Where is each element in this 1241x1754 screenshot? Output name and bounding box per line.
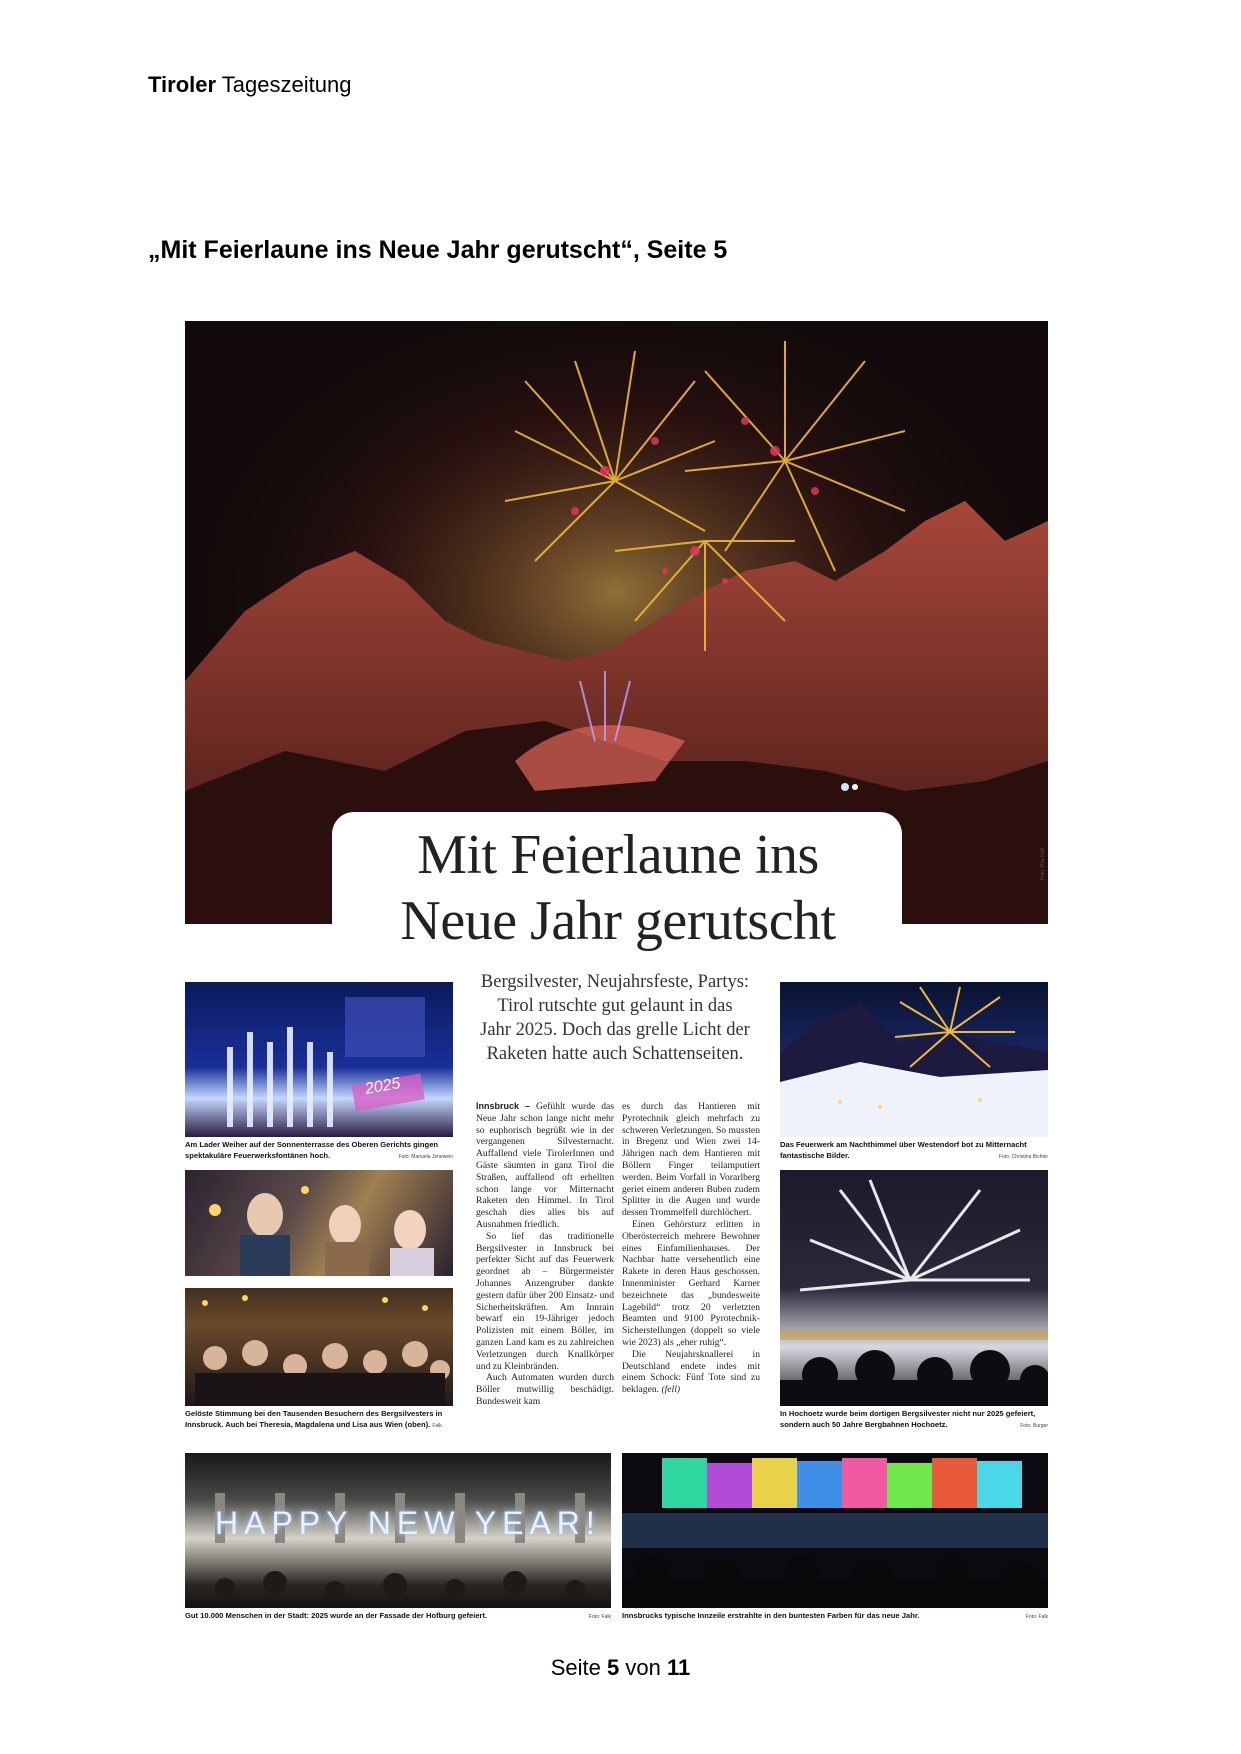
people-illustration xyxy=(185,1170,453,1276)
caption-westendorf-credit: Foto: Christina Bichler xyxy=(998,1154,1048,1160)
body-col1-p2: So lief das traditionelle Bergsilvester in Innsbruck bei perfekter Sicht auf das Feuerwerk geordnet ab – Bürgermeister Johannes Anzengruber dankte gestern dafür über 200 Einsatz- und Sicherheitskräften. Am Innrain bewarf ein 19-Jähriger jedoch Polizisten mit einem Böller, im ganzen Land kam es zu zahlreichen Verletzungen durch Knallkörper und zu Kleinbränden. xyxy=(476,1230,614,1372)
main-photo-credit: Foto: Rita Falk xyxy=(1040,847,1046,880)
caption-innzeile-text: Innsbrucks typische Innzeile erstrahlte in den buntesten Farben für das neue Jahr. xyxy=(622,1611,920,1620)
caption-bergsilvester-text: Gelöste Stimmung bei den Tausenden Besuchern des Bergsilvesters in Innsbruck. Auch bei Theresia, Magdalena und Lisa aus Wien (oben). xyxy=(185,1409,443,1429)
caption-bergsilvester xyxy=(185,1408,453,1432)
caption-westendorf-text: Das Feuerwerk am Nachthimmel über Westendorf bot zu Mitternacht fantastische Bilder. xyxy=(780,1140,1027,1160)
dateline: Innsbruck – xyxy=(476,1101,531,1111)
caption-lader-weiher-credit: Foto: Manuela Jenewein xyxy=(398,1154,453,1160)
body-col1-p1: Gefühlt wurde das Neue Jahr schon lange nicht mehr so euphorisch begrüßt wie in der vergangenen Silvesternacht. Auffallend viele TirolerInnen und Gäste säumten in ganz Tirol die Straßen, auffallend oft erhellten schon lange vor Mitternacht Raketen den Himmel. In Tirol geschah dies alles bis auf Ausnahmen friedlich. xyxy=(476,1101,614,1230)
photo-text-happy-new-year: HAPPY NEW YEAR! xyxy=(215,1505,601,1541)
caption-lader-weiher-text: Am Lader Weiher auf der Sonnenterrasse des Oberen Gerichts gingen spektakuläre Feuerwerksfontänen hoch. xyxy=(185,1140,439,1160)
westendorf-photo xyxy=(780,982,1048,1137)
body-column-2 xyxy=(622,1101,760,1396)
page-total: 11 xyxy=(667,1655,691,1680)
hofburg-photo xyxy=(185,1453,611,1608)
body-column-1 xyxy=(476,1101,614,1408)
party-women-photo xyxy=(185,1170,453,1276)
body-col2-p2: Einen Gehörsturz erlitten in Oberösterreich mehrere Bewohner eines Einfamilienhauses. Der Nachbar hatte versehentlich eine Rakete in deren Haus geschossen. Innenminister Gerhard Karner bezeichnete das „bundesweite Lagebild“ trotz 20 verletzten Beamten und 9100 Pyrotechnik-Sicherstellungen (doppelt so viele wie 2023) als „eher ruhig“. xyxy=(622,1218,760,1348)
crowd-photo xyxy=(185,1288,453,1406)
page-prefix: Seite xyxy=(550,1655,601,1680)
caption-hofburg-credit: Foto: Falk xyxy=(588,1614,611,1620)
caption-hofburg xyxy=(185,1610,611,1623)
clipping-title-line2: Neue Jahr gerutscht xyxy=(400,890,836,952)
hochoetz-photo xyxy=(780,1170,1048,1406)
publication-name xyxy=(148,72,351,98)
caption-bergsilvester-credit: Falk xyxy=(432,1423,442,1429)
page-number xyxy=(0,1655,1241,1681)
caption-lader-weiher xyxy=(185,1139,453,1163)
body-col1-p3: Auch Automaten wurden durch Böller mutwillig beschädigt. Bundesweit kam xyxy=(476,1372,614,1407)
clipping-title-line1: Mit Feierlaune ins xyxy=(417,824,819,886)
caption-hochoetz xyxy=(780,1408,1048,1432)
caption-innzeile xyxy=(622,1610,1048,1623)
innzeile-illustration xyxy=(622,1453,1048,1608)
clipping-title xyxy=(340,822,896,954)
fountain-illustration xyxy=(185,982,453,1137)
author-tag: (fell) xyxy=(661,1384,681,1396)
photo-text-2025: 2025 xyxy=(363,1075,402,1098)
article-reference: „Mit Feierlaune ins Neue Jahr gerutscht“, Seite 5 xyxy=(148,236,728,264)
lader-weiher-photo xyxy=(185,982,453,1137)
caption-hofburg-text: Gut 10.000 Menschen in der Stadt: 2025 wurde an der Fassade der Hofburg gefeiert. xyxy=(185,1611,488,1620)
publication-name-rest: Tageszeitung xyxy=(221,72,352,97)
page-current: 5 xyxy=(607,1655,620,1680)
westendorf-illustration xyxy=(780,982,1048,1137)
body-col2-p3: Die Neujahrsknallerei in Deutschland endete indes mit einem Schock: Fünf Tote sind zu beklagen. xyxy=(622,1348,760,1396)
caption-hochoetz-credit: Foto: Burger xyxy=(1020,1423,1048,1429)
page-middle: von xyxy=(625,1655,661,1680)
body-col2-p1: es durch das Hantieren mit Pyrotechnik gleich mehrfach zu schweren Verletzungen. So mussten in Bregenz und Wien zwei 14-Jährigen nach dem Hantieren mit Böllern Finger teilamputiert werden. Beim Vorfall in Vorarlberg geriet einem anderen Buben zudem Splitter in die Augen und wurde dessen Trommelfell durchlöchert. xyxy=(622,1101,760,1219)
clipping-lead: Bergsilvester, Neujahrsfeste, Partys: Tirol rutschte gut gelaunt in das Jahr 2025. Doch das grelle Licht der Raketen hatte auch Schattenseiten. xyxy=(480,972,750,1064)
caption-innzeile-credit: Foto: Falk xyxy=(1025,1614,1048,1620)
publication-name-bold: Tiroler xyxy=(148,72,217,97)
crowd-illustration xyxy=(185,1288,453,1406)
innzeile-photo xyxy=(622,1453,1048,1608)
caption-westendorf xyxy=(780,1139,1048,1163)
hochoetz-illustration xyxy=(780,1170,1048,1406)
caption-hochoetz-text: In Hochoetz wurde beim dortigen Bergsilvester nicht nur 2025 gefeiert, sondern auch 50 Jahre Bergbahnen Hochoetz. xyxy=(780,1409,1036,1429)
